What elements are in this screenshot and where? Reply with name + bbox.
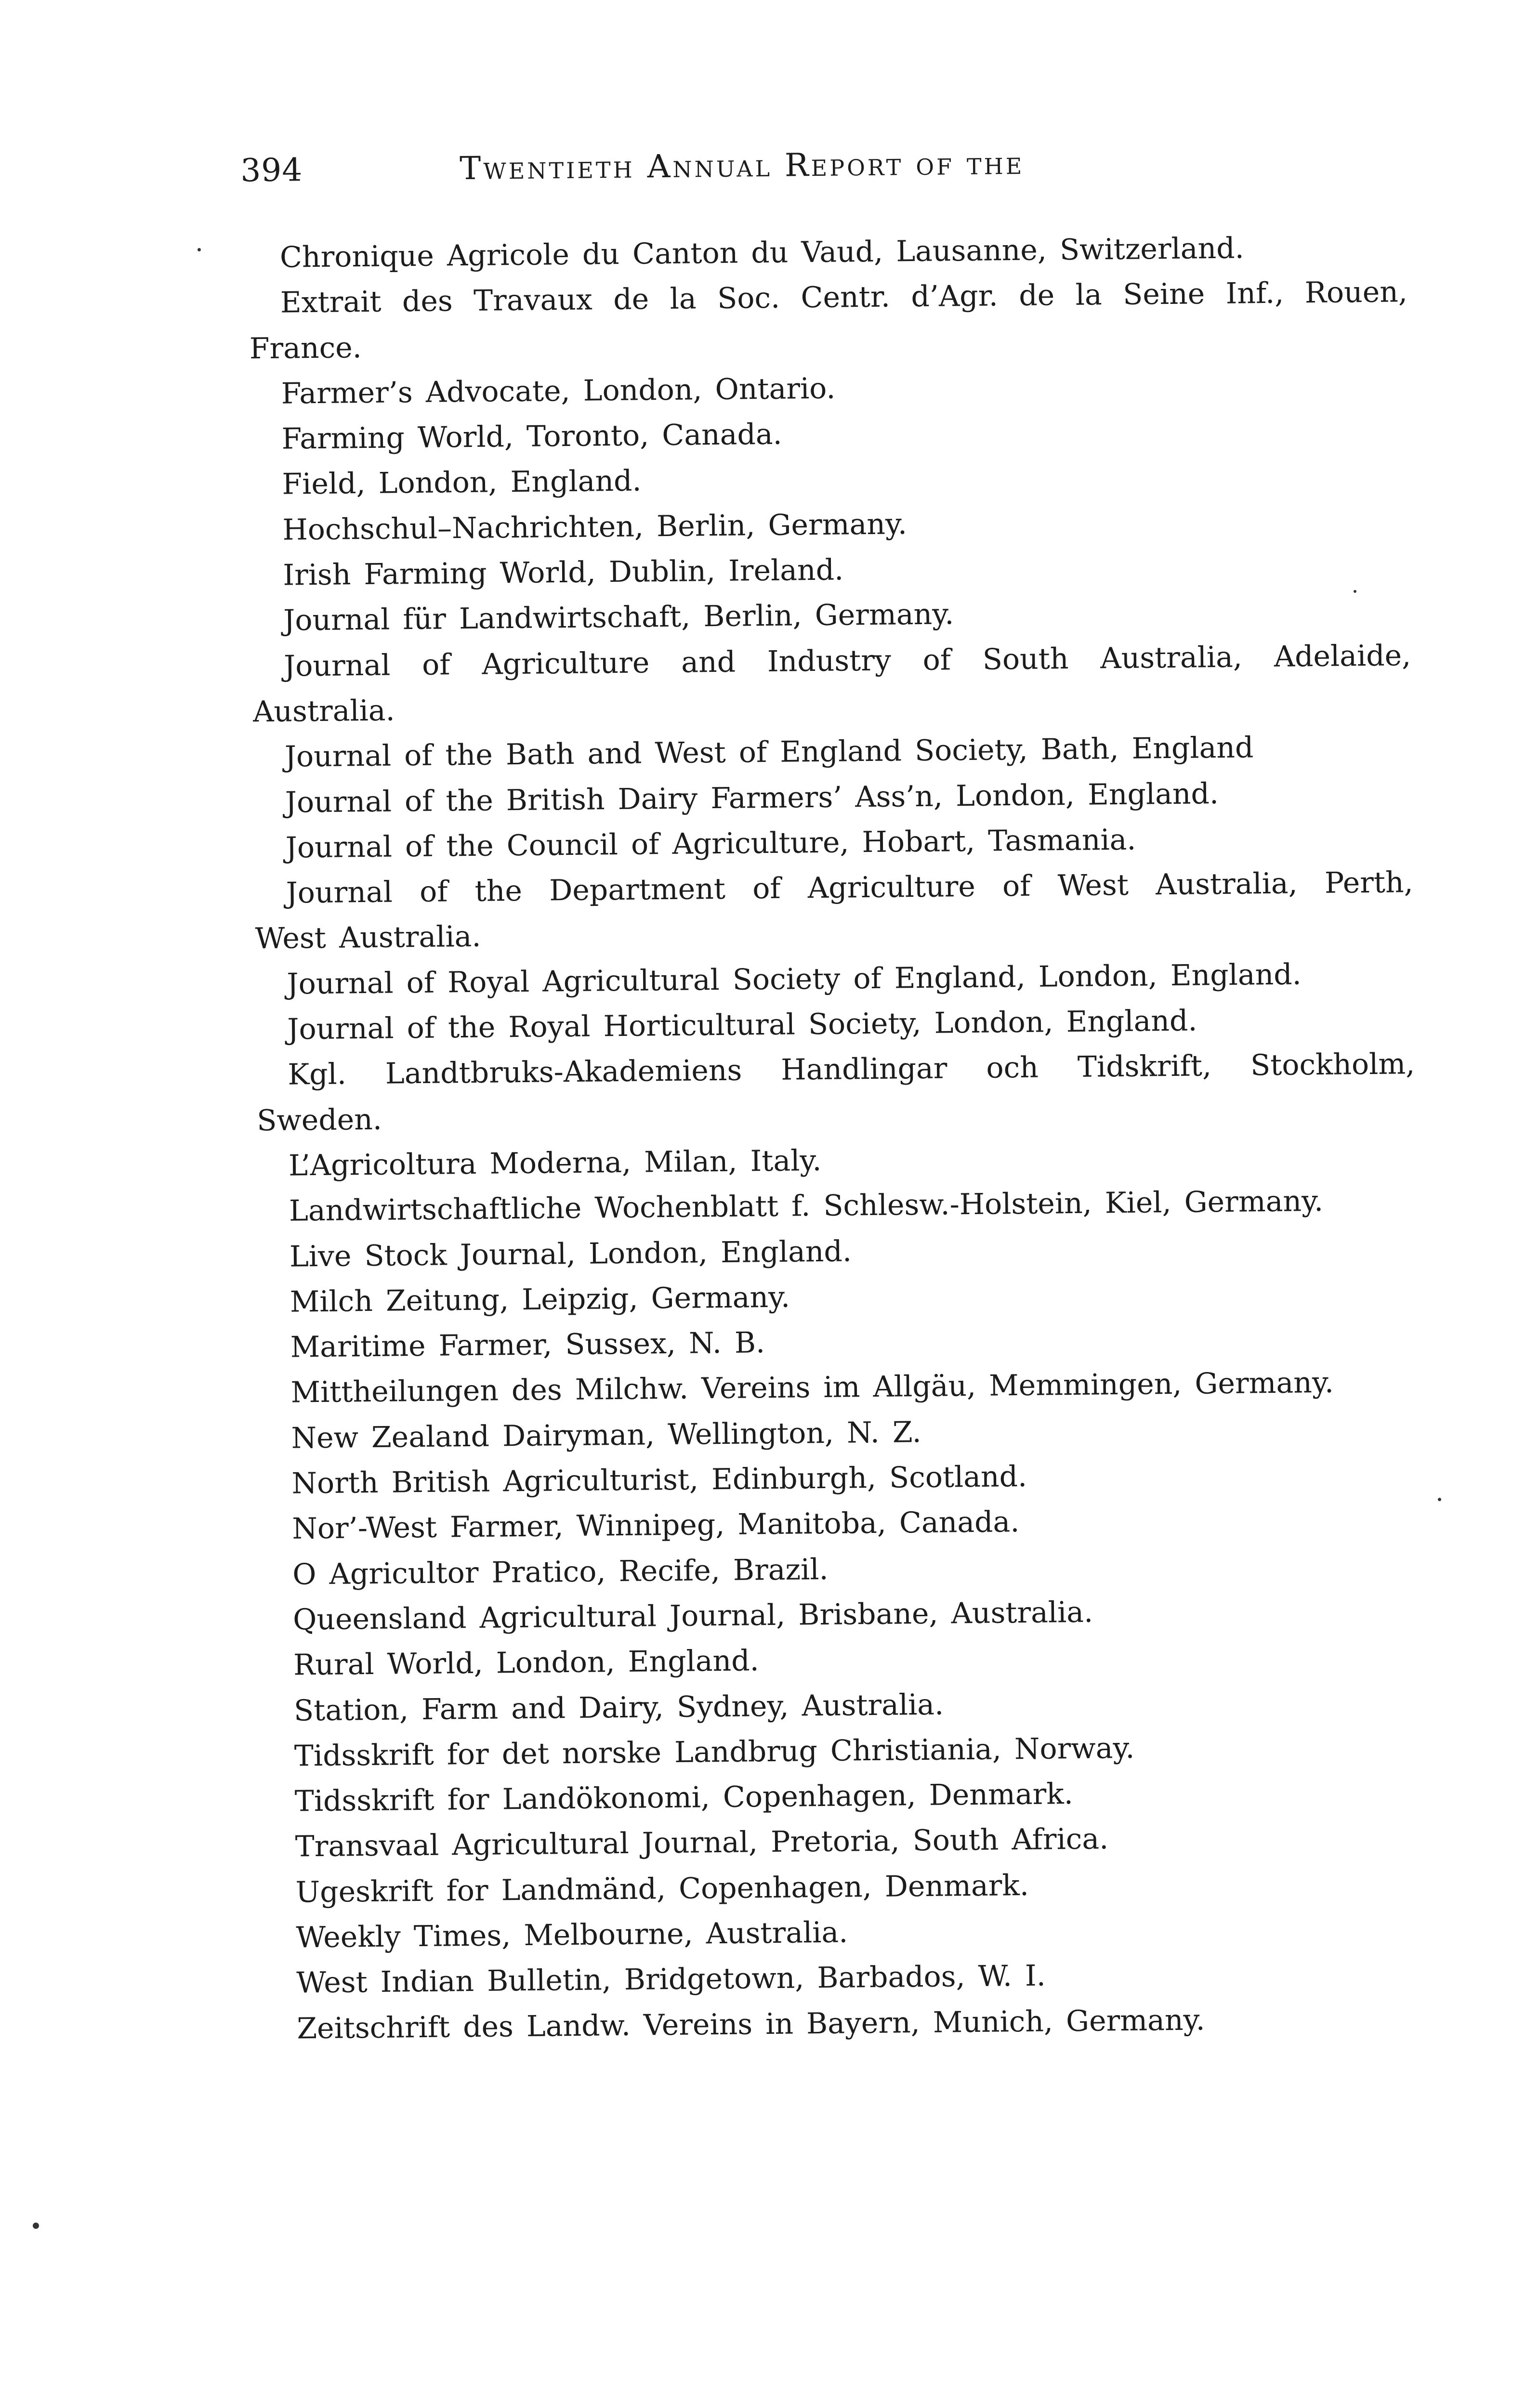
periodical-entry-text: Rural World, London, England. <box>293 1644 759 1682</box>
periodical-entry-text: Chronique Agricole du Canton du Vaud, Lausanne, Switzerland. <box>279 231 1244 275</box>
periodical-entry-text: Extrait des Travaux de la Soc. Centr. d’Agr. de la Seine Inf., Rouen, <box>280 275 1408 320</box>
periodical-entry-text: Journal of Agriculture and Industry of South Australia, Adelaide, <box>283 638 1411 683</box>
periodical-entry-text: L’Agricoltura Moderna, Milan, Italy. <box>288 1143 822 1183</box>
periodical-entry-text: Field, London, England. <box>282 464 642 502</box>
periodical-entry-text: Irish Farming World, Dublin, Ireland. <box>283 553 844 592</box>
periodical-entry-continuation: Australia. <box>252 694 395 729</box>
periodical-entry-text: Mittheilungen des Milchw. Vereins im Allgäu, Memmingen, Germany. <box>290 1366 1334 1410</box>
periodical-entry-text: Tidsskrift for Landökonomi, Copenhagen, Denmark. <box>294 1777 1074 1819</box>
periodical-entry <box>0 632 1521 737</box>
periodical-entry-text: Queensland Agricultural Journal, Brisbane, Australia. <box>292 1595 1093 1637</box>
periodical-entry-text: West Indian Bulletin, Bridgetown, Barbados, W. I. <box>296 1959 1046 2000</box>
periodical-entry-text: North British Agriculturist, Edinburgh, Scotland. <box>291 1459 1027 1501</box>
periodical-entry-text: Zeitschrift des Landw. Vereins in Bayern, Munich, Germany. <box>297 2003 1205 2046</box>
periodical-entry <box>0 859 1524 964</box>
periodicals-list <box>0 223 1526 2054</box>
periodical-entry-text: Journal of the Council of Agriculture, Hobart, Tasmania. <box>285 823 1136 865</box>
periodical-entry-text: Journal für Landwirtschaft, Berlin, Germany. <box>283 597 954 638</box>
periodical-entry-text: Landwirtschaftliche Wochenblatt f. Schlesw.-Holstein, Kiel, Germany. <box>289 1184 1324 1228</box>
periodical-entry-text: Journal of the Royal Horticultural Society, London, England. <box>287 1004 1197 1047</box>
periodical-entry-text: Kgl. Landtbruks-Akademiens Handlingar och Tidskrift, Stockholm, <box>288 1047 1415 1092</box>
periodical-entry <box>0 268 1518 374</box>
periodical-entry-text: Live Stock Journal, London, England. <box>289 1234 852 1274</box>
periodical-entry-text: Weekly Times, Melbourne, Australia. <box>296 1915 848 1955</box>
periodical-entry-text: Hochschul–Nachrichten, Berlin, Germany. <box>282 507 908 547</box>
periodical-entry-text: Tidsskrift for det norske Landbrug Christiania, Norway. <box>294 1731 1135 1773</box>
periodical-entry-text: Farming World, Toronto, Canada. <box>281 417 783 456</box>
page-number: 394 <box>240 151 303 189</box>
periodical-entry-text: Journal of the British Dairy Farmers’ Ass’n, London, England. <box>285 776 1219 820</box>
periodical-entry-text: Ugeskrift for Landmänd, Copenhagen, Denmark. <box>295 1868 1029 1910</box>
periodical-entry-continuation: West Australia. <box>255 920 481 956</box>
periodical-entry-text: Transvaal Agricultural Journal, Pretoria, South Africa. <box>295 1822 1109 1864</box>
periodical-entry-continuation: Sweden. <box>256 1102 382 1138</box>
print-speck <box>197 248 201 251</box>
periodical-entry-text: Maritime Farmer, Sussex, N. B. <box>290 1326 765 1364</box>
print-speck <box>1354 590 1356 593</box>
periodical-entry-text: Journal of Royal Agricultural Society of England, London, England. <box>287 957 1302 1001</box>
periodical-entry-text: Nor’-West Farmer, Winnipeg, Manitoba, Canada. <box>292 1505 1020 1546</box>
periodical-entry-text: O Agricultor Pratico, Recife, Brazil. <box>292 1552 829 1592</box>
periodical-entry-text: Farmer’s Advocate, London, Ontario. <box>281 371 836 411</box>
periodical-entry-text: Milch Zeitung, Leipzig, Germany. <box>289 1280 790 1319</box>
periodical-entry-text: New Zealand Dairyman, Wellington, N. Z. <box>291 1415 921 1455</box>
periodical-entry-text: Journal of the Department of Agriculture of West Australia, Perth, <box>286 865 1413 910</box>
periodical-entry-text: Station, Farm and Dairy, Sydney, Australia. <box>293 1688 944 1728</box>
print-speck <box>1438 1498 1441 1501</box>
print-speck <box>33 2223 39 2229</box>
running-title: Twentieth Annual Report of the <box>459 144 1025 187</box>
periodical-entry <box>0 1040 1526 1146</box>
periodical-entry-text: Journal of the Bath and West of England Society, Bath, England <box>284 731 1254 774</box>
periodical-entry-continuation: France. <box>249 330 362 366</box>
page-header <box>240 140 1493 205</box>
